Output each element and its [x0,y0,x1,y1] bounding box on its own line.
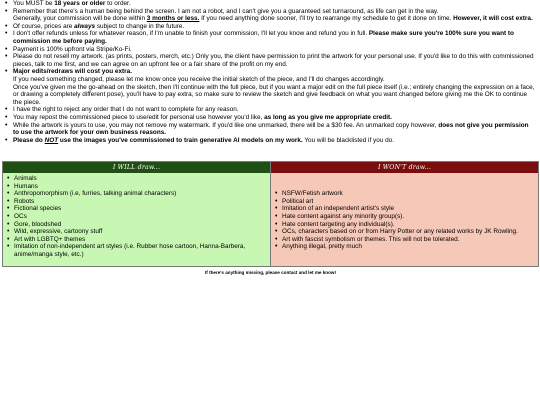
rule-text: While the artwork is yours to use, you may not remove my watermark. If you'd like one unmarked, there will be a $30 fee. An unmarked copy however, [13,121,439,129]
rule-text: . [390,113,392,121]
will-item: • Gore, bloodshed [14,221,266,229]
rule-emphasis: use the images you've commissioned to train generative AI models on my work. [58,136,303,144]
will-wont-table [2,161,539,267]
rule-emphasis: Major edits/redraws will cost you extra. [13,68,132,76]
will-item: • Imitation of non-independent art styles (i.e. Rubber hose cartoon, Hanna-Barbera, anime/manga style, etc.) [14,243,266,258]
rule-emphasis: Please do [13,136,45,144]
rule-refunds [13,30,536,45]
rule-text: You will be blacklisted if you do. [302,136,394,144]
rule-text: Of course, prices are [13,22,75,30]
will-header: I WILL draw... [3,162,270,173]
wont-item: • Hate content targeting any individual(s). [282,221,518,229]
will-item: • Anthropomorphism (i.e, furries, talking animal characters) [14,190,266,198]
rule-emphasis: does not give you permission to use the artwork for your own business reasons. [13,121,529,137]
will-item: • Wild, expressive, cartoony stuff [14,228,266,236]
rule-repost [13,114,536,122]
rule-emphasis: always [74,22,96,30]
rule-text: Generally, your commission will be done within [13,15,147,23]
rule-emphasis: However, it will cost extra. [453,15,533,23]
rule-subline: If you need something changed, please let me know once you receive the initial sketch of the piece, and I'll do changes accordingly. [13,75,385,83]
will-item: • OCs [14,213,266,221]
rule-text: You MUST be [13,0,55,7]
rule-prices [13,23,536,31]
rule-payment: • Payment is 100% upfront via Stripe/Ko-Fi. [13,46,536,54]
will-wont-tables [2,161,539,276]
rule-resell: • Please do not resell my artwork. (as prints, posters, merch, etc.) Only you, the client have permission to print the artwork for your personal use. If you'd like to do this with commissioned pieces, talk to me first, and we can agree on an upfront fee or a fair share of the profit on my end. [13,53,536,68]
will-item: • Humans [14,183,266,191]
rule-emphasis: NOT [44,136,59,144]
will-list [3,173,270,259]
rule-emphasis: 3 months or less. [146,15,200,23]
rule-turnaround [13,8,536,23]
rule-ai [13,137,536,145]
rule-subline [13,15,536,23]
wont-list [271,188,522,251]
wont-item: • NSFW/Fetish artwork [282,190,518,198]
wont-item: • Political art [282,198,518,206]
rule-text: to order. [105,0,131,7]
rule-text: If you need anything done sooner, I'll try to rearrange my schedule to get it done on time. [199,15,454,23]
rule-emphasis: 18 years or older [54,0,106,7]
will-item: • Animals [14,175,266,183]
rule-reject: • I have the right to reject any order that I do not want to complete for any reason. [13,106,536,114]
will-item: • Robots [14,198,266,206]
will-column [3,162,270,266]
rules-list [0,0,540,144]
wont-header: I WON'T draw... [271,162,538,173]
wont-item: • Anything illegal, pretty much [282,243,518,251]
wont-item: • Imitation of an independent artist's style [282,205,518,213]
wont-item: • Hate content against any minority group(s). [282,213,518,221]
rule-emphasis: Please make sure you're 100% sure you want to commission me before paying. [13,30,514,45]
rule-watermark [13,122,536,137]
rule-text: Remember that there's a human being behind the screen. I am not a robot, and I can't give you a guaranteed set turnaround, as life can get in the way. [13,7,439,15]
rule-text: subject to change in the future. [95,22,185,30]
wont-item: • Art with fascist symbolism or themes. This will not be tolerated. [282,236,518,244]
wont-column [270,162,538,266]
will-body [3,173,270,266]
rule-edits [13,68,536,106]
will-item: • Art with LGBTQ+ themes [14,236,266,244]
rule-emphasis: as long as you give me appropriate credit [264,113,391,121]
rule-text: You may repost the commissioned piece to use/edit for personal use however you'd like, [13,113,265,121]
rule-text: I don't offer refunds unless for whatever reason, if I'm unable to finish your commission, I'll let you know and refund you in full. [13,30,369,38]
will-item: • Fictional species [14,205,266,213]
rule-age [13,0,536,8]
wont-body [271,173,538,266]
rule-subline: Once you've given me the go-ahead on the sketch, then I'll continue with the full piece, but if you want a major edit on the full piece itself (i.e.; entirely changing the expression on a face, or drawing a completely different pose), you'll have to pay extra, so make sure to review the sketch and give feedback on what you want changed before giving me the OK to continue the piece. [13,83,535,106]
wont-item: • OCs, characters based on or from Harry Potter or any related works by JK Rowling. [282,228,518,236]
footer-note: If there's anything missing, please contact and let me know! [204,270,337,275]
